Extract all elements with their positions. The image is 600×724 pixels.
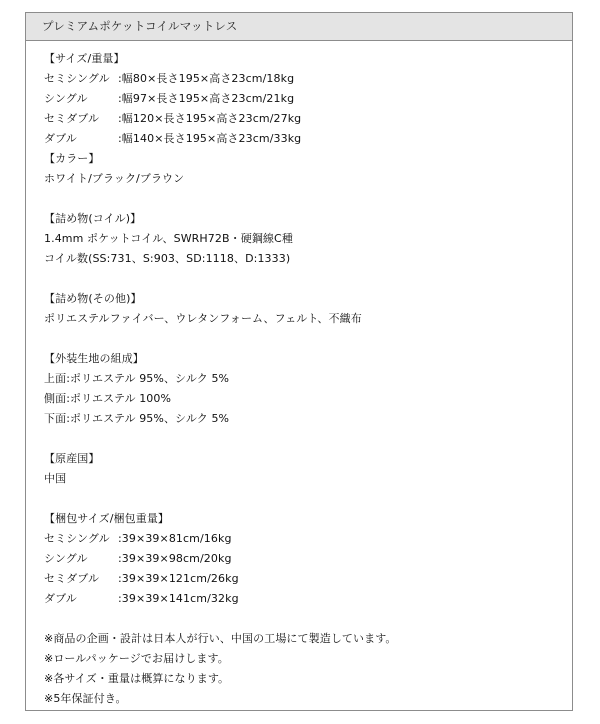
package-heading: 【梱包サイズ/梱包重量】 bbox=[44, 512, 170, 525]
package-label: シングル bbox=[44, 552, 88, 565]
fabric-side: 側面:ポリエステル 100% bbox=[44, 392, 172, 405]
package-row bbox=[44, 589, 572, 609]
fabric-heading: 【外装生地の組成】 bbox=[44, 352, 144, 365]
size-row bbox=[44, 129, 572, 149]
filling-other-heading: 【詰め物(その他)】 bbox=[44, 292, 142, 305]
filling-coil-heading: 【詰め物(コイル)】 bbox=[44, 212, 142, 225]
spacer bbox=[44, 329, 572, 349]
size-label: セミダブル bbox=[44, 112, 100, 125]
origin-heading: 【原産国】 bbox=[44, 452, 100, 465]
color-value: ホワイト/ブラック/ブラウン bbox=[44, 172, 185, 185]
color-heading: 【カラー】 bbox=[44, 152, 100, 165]
package-label: セミシングル bbox=[44, 532, 110, 545]
package-value: :39×39×141cm/32kg bbox=[118, 592, 239, 605]
size-row bbox=[44, 109, 572, 129]
size-row bbox=[44, 69, 572, 89]
note-item: ※ロールパッケージでお届けします。 bbox=[44, 652, 229, 665]
package-row bbox=[44, 569, 572, 589]
spec-panel bbox=[25, 12, 573, 711]
size-label: シングル bbox=[44, 92, 88, 105]
size-value: :幅140×長さ195×高さ23cm/33kg bbox=[118, 132, 302, 145]
size-label: ダブル bbox=[44, 132, 77, 145]
package-row bbox=[44, 549, 572, 569]
size-value: :幅120×長さ195×高さ23cm/27kg bbox=[118, 112, 302, 125]
note-item: ※商品の企画・設計は日本人が行い、中国の工場にて製造しています。 bbox=[44, 632, 397, 645]
fabric-top: 上面:ポリエステル 95%、シルク 5% bbox=[44, 372, 230, 385]
note-item: ※各サイズ・重量は概算になります。 bbox=[44, 672, 230, 685]
origin-value: 中国 bbox=[44, 472, 67, 485]
size-label: セミシングル bbox=[44, 72, 110, 85]
filling-other-value: ポリエステルファイバー、ウレタンフォーム、フェルト、不織布 bbox=[44, 312, 362, 325]
package-row bbox=[44, 529, 572, 549]
spacer bbox=[44, 269, 572, 289]
package-value: :39×39×98cm/20kg bbox=[118, 552, 232, 565]
spacer bbox=[44, 189, 572, 209]
package-label: ダブル bbox=[44, 592, 77, 605]
notes bbox=[44, 629, 572, 709]
package-label: セミダブル bbox=[44, 572, 100, 585]
note-item: ※5年保証付き。 bbox=[44, 692, 127, 705]
spacer bbox=[44, 489, 572, 509]
size-value: :幅80×長さ195×高さ23cm/18kg bbox=[118, 72, 295, 85]
spec-content bbox=[26, 41, 572, 709]
size-value: :幅97×長さ195×高さ23cm/21kg bbox=[118, 92, 295, 105]
package-value: :39×39×81cm/16kg bbox=[118, 532, 232, 545]
size-row bbox=[44, 89, 572, 109]
spacer bbox=[44, 429, 572, 449]
filling-coil-line-2: コイル数(SS:731、S:903、SD:1118、D:1333) bbox=[44, 252, 291, 265]
package-value: :39×39×121cm/26kg bbox=[118, 572, 239, 585]
panel-title: プレミアムポケットコイルマットレス bbox=[26, 13, 572, 41]
fabric-bottom: 下面:ポリエステル 95%、シルク 5% bbox=[44, 412, 230, 425]
size-weight-heading: 【サイズ/重量】 bbox=[44, 52, 125, 65]
filling-coil-line-1: 1.4mm ポケットコイル、SWRH72B・硬鋼線C種 bbox=[44, 232, 293, 245]
